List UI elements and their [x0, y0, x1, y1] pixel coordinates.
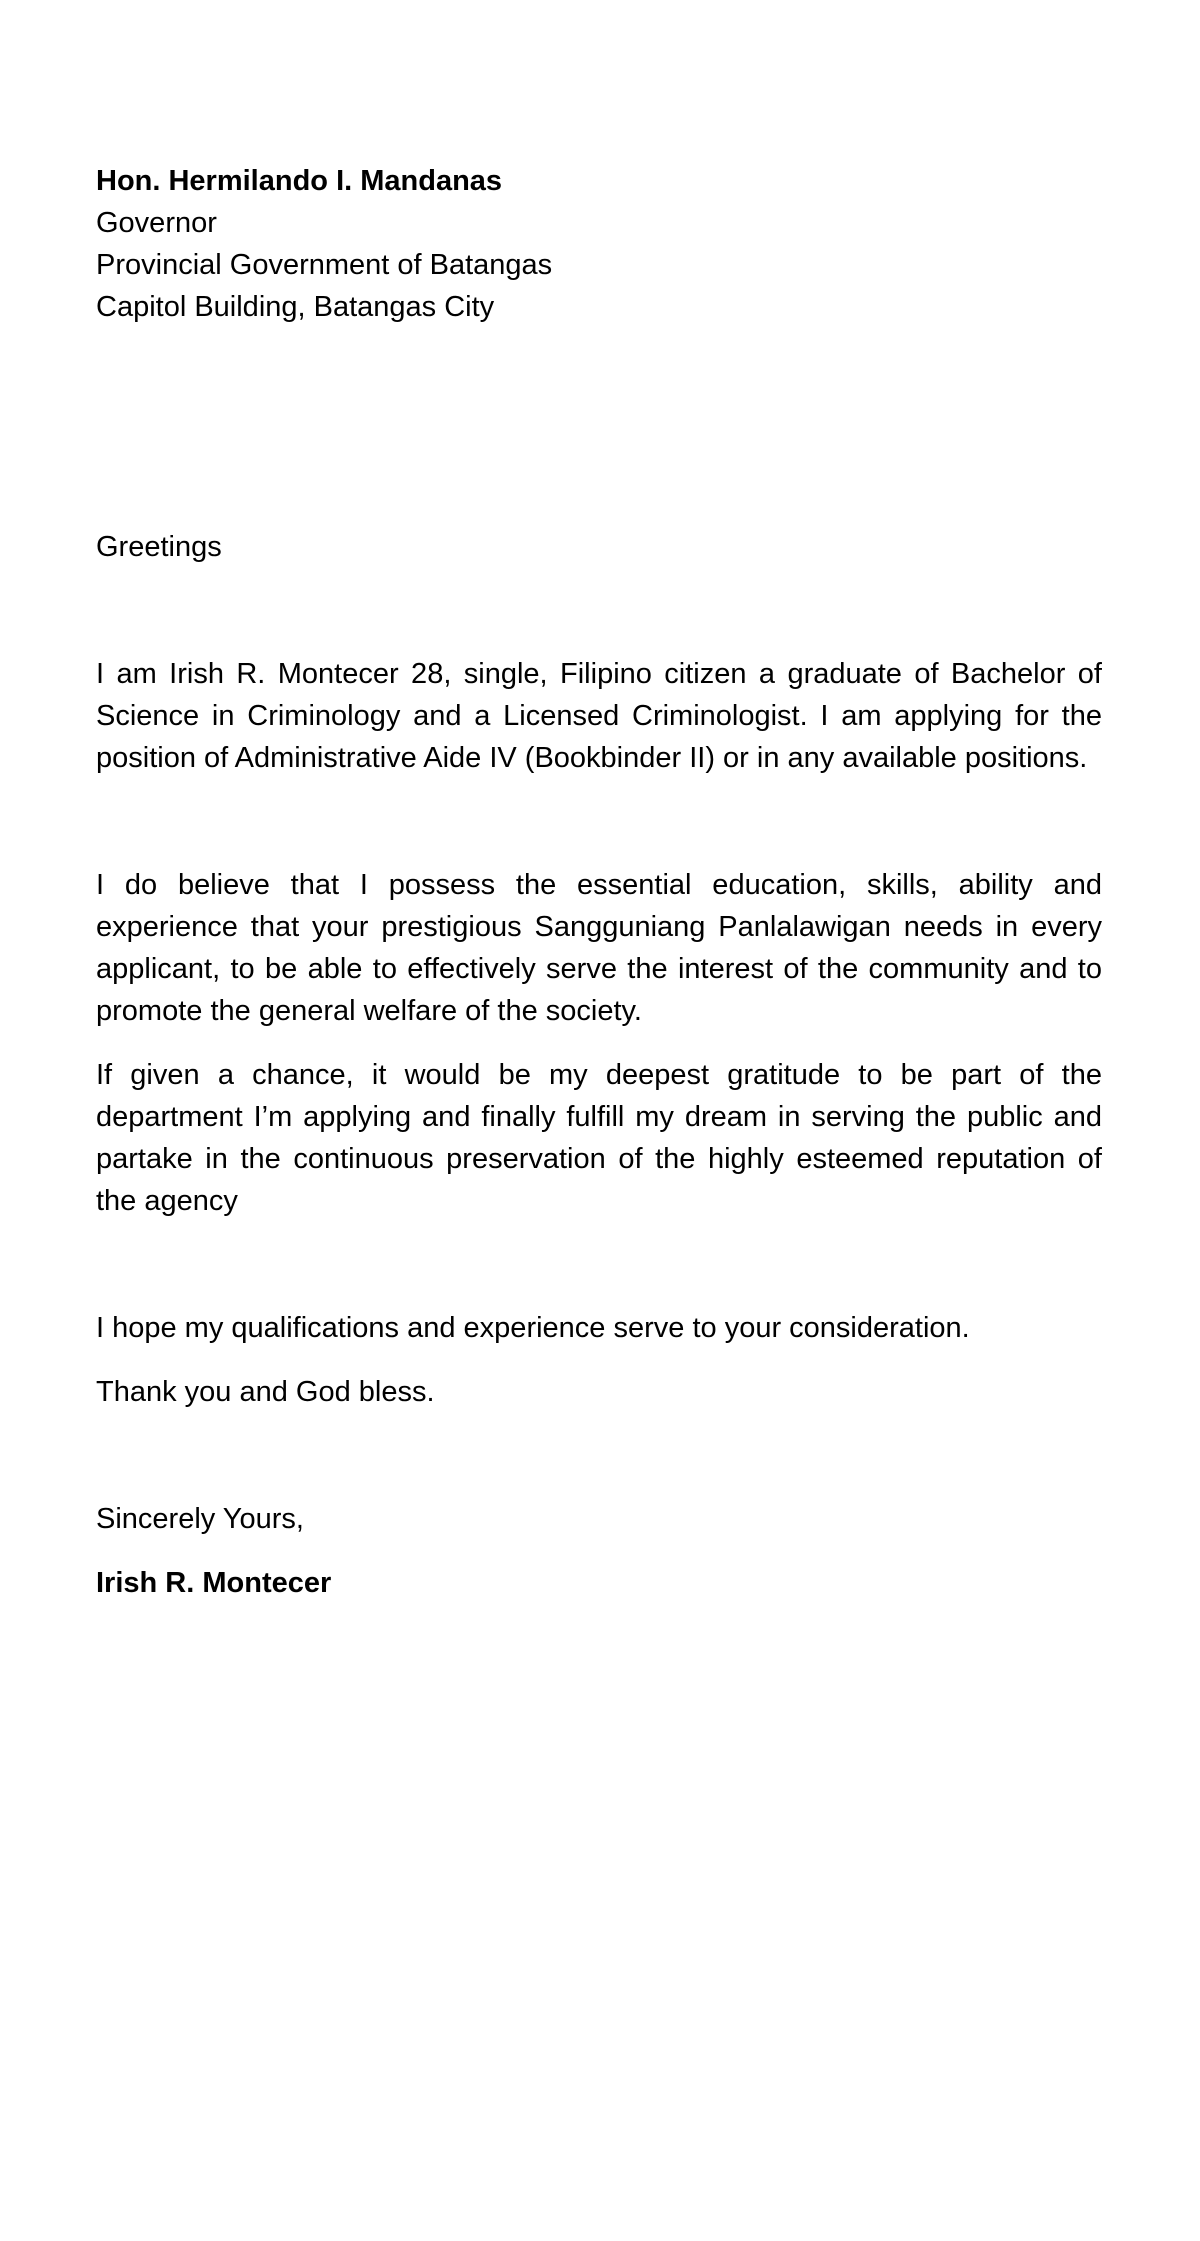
closing: Sincerely Yours,: [96, 1503, 304, 1535]
addressee-title: Governor: [96, 207, 217, 239]
paragraph-thanks: Thank you and God bless.: [96, 1376, 435, 1408]
signature-name: Irish R. Montecer: [96, 1567, 332, 1599]
letter-body: [96, 160, 1102, 1604]
addressee-office: Provincial Government of Batangas: [96, 249, 553, 281]
addressee-name: Hon. Hermilando I. Mandanas: [96, 165, 503, 197]
greeting: Greetings: [96, 531, 222, 563]
addressee-block: [96, 160, 1102, 328]
paragraph-aspiration: If given a chance, it would be my deepest gratitude to be part of the department I’m applying and finally fulfill my dream in serving the public and partake in the continuous preservation of the highly esteemed reputation of the agency: [96, 1059, 1102, 1217]
paragraph-introduction: I am Irish R. Montecer 28, single, Filipino citizen a graduate of Bachelor of Science in Criminology and a Licensed Criminologist. I am applying for the position of Administrative Aide IV (Bookbinder II) or in any available positions.: [96, 658, 1102, 774]
paragraph-qualifications: I do believe that I possess the essential education, skills, ability and experience that your prestigious Sangguniang Panlalawigan needs in every applicant, to be able to effectively serve the interest of the community and to promote the general welfare of the society.: [96, 869, 1102, 1027]
paragraph-hope: I hope my qualifications and experience serve to your consideration.: [96, 1312, 970, 1344]
addressee-address: Capitol Building, Batangas City: [96, 291, 495, 323]
